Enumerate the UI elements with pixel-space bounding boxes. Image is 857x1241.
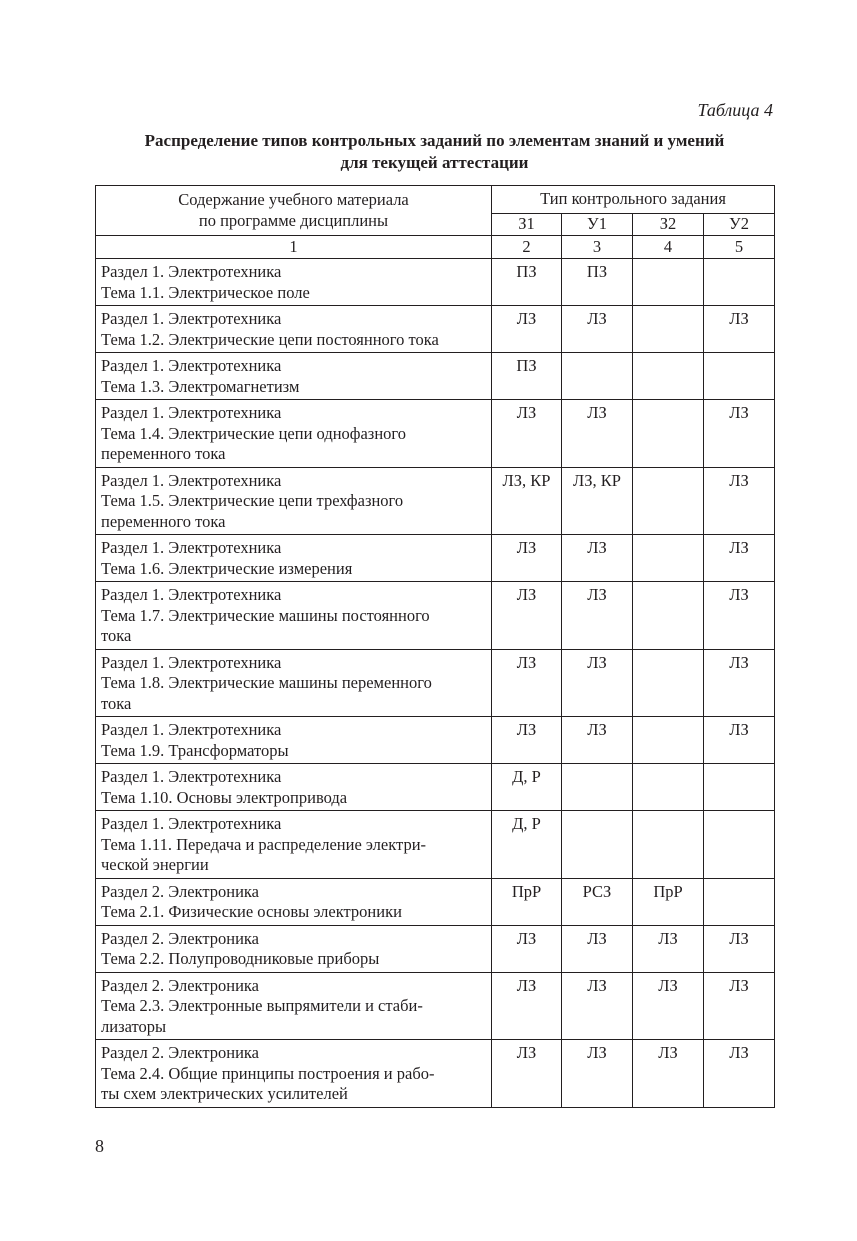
- row-value: ПЗ: [492, 353, 562, 400]
- row-content-line: Раздел 2. Электроника: [101, 928, 259, 948]
- row-content: [96, 467, 492, 535]
- table-row: [96, 467, 775, 535]
- row-value: [633, 306, 704, 353]
- row-content: [96, 972, 492, 1040]
- table-row: [96, 878, 775, 925]
- row-value: Д, Р: [492, 811, 562, 879]
- row-value: [704, 878, 775, 925]
- row-value: ЛЗ: [492, 582, 562, 650]
- row-value: ЛЗ: [704, 400, 775, 468]
- row-content: [96, 535, 492, 582]
- row-value: [633, 582, 704, 650]
- sub-header: З1: [492, 214, 562, 236]
- row-value: ЛЗ: [492, 535, 562, 582]
- table-row: [96, 717, 775, 764]
- header-content-line: по программе дисциплины: [198, 210, 389, 230]
- row-value: ЛЗ: [704, 582, 775, 650]
- row-value: ЛЗ: [704, 467, 775, 535]
- sub-header: У1: [562, 214, 633, 236]
- row-content-line: Раздел 2. Электроника: [101, 881, 259, 901]
- row-content-line: Раздел 1. Электротехника: [101, 652, 282, 672]
- row-value: [633, 811, 704, 879]
- row-value: [633, 649, 704, 717]
- row-value: ЛЗ: [562, 1040, 633, 1108]
- table-row: [96, 306, 775, 353]
- row-value: ЛЗ: [633, 925, 704, 972]
- row-content: [96, 582, 492, 650]
- column-number: 3: [562, 236, 633, 259]
- row-content-line: Раздел 1. Электротехника: [101, 720, 282, 739]
- row-value: [704, 764, 775, 811]
- row-value: ЛЗ: [562, 535, 633, 582]
- row-value: ЛЗ: [562, 582, 633, 650]
- table-row: [96, 811, 775, 879]
- row-content: [96, 400, 492, 468]
- row-content: [96, 1040, 492, 1108]
- row-value: РСЗ: [562, 878, 633, 925]
- column-number: 2: [492, 236, 562, 259]
- row-content-line: Раздел 1. Электротехника: [101, 470, 282, 490]
- row-value: ПЗ: [492, 259, 562, 306]
- row-value: ЛЗ: [492, 1040, 562, 1108]
- row-content-line: Раздел 1. Электротехника: [101, 356, 282, 375]
- row-value: ПрР: [492, 878, 562, 925]
- row-value: ЛЗ: [492, 306, 562, 353]
- row-value: [704, 811, 775, 879]
- sub-header: У2: [704, 214, 775, 236]
- row-content-line: Тема 1.5. Электрические цепи трехфазного: [101, 491, 404, 510]
- row-value: ЛЗ: [704, 925, 775, 972]
- row-value: [562, 353, 633, 400]
- row-content-line: Тема 2.3. Электронные выпрямители и стаби-: [101, 996, 423, 1015]
- row-content-line: ческой энергии: [101, 855, 209, 874]
- row-value: ЛЗ: [492, 972, 562, 1040]
- table-row: [96, 925, 775, 972]
- table-body: [96, 259, 775, 1108]
- row-content-line: Тема 1.11. Передача и распределение электри-: [101, 834, 427, 854]
- row-value: [704, 259, 775, 306]
- row-content: [96, 353, 492, 400]
- row-value: ЛЗ: [704, 717, 775, 764]
- row-content-line: Тема 1.3. Электромагнетизм: [101, 376, 300, 396]
- row-content-line: Тема 1.6. Электрические измерения: [101, 558, 353, 578]
- row-content-line: переменного тока: [101, 444, 226, 463]
- row-content-line: Раздел 2. Электроника: [101, 975, 259, 995]
- row-content-line: Тема 1.7. Электрические машины постоянного: [101, 605, 430, 625]
- row-value: ЛЗ: [492, 925, 562, 972]
- row-content-line: Раздел 1. Электротехника: [101, 309, 282, 328]
- row-content-line: Раздел 1. Электротехника: [101, 538, 282, 557]
- row-content: [96, 717, 492, 764]
- row-value: ЛЗ: [562, 649, 633, 717]
- row-value: ЛЗ: [704, 649, 775, 717]
- row-value: ЛЗ, КР: [562, 467, 633, 535]
- row-content-line: Тема 2.1. Физические основы электроники: [101, 902, 402, 921]
- row-value: [704, 353, 775, 400]
- row-value: ПЗ: [562, 259, 633, 306]
- title-line-1: Распределение типов контрольных заданий по элементам знаний и умений: [144, 131, 725, 150]
- row-value: [633, 764, 704, 811]
- sub-header: З2: [633, 214, 704, 236]
- row-value: ЛЗ: [562, 925, 633, 972]
- row-content-line: Тема 1.9. Трансформаторы: [101, 740, 289, 760]
- row-content: [96, 878, 492, 925]
- row-value: ЛЗ: [562, 306, 633, 353]
- row-content-line: Тема 1.2. Электрические цепи постоянного тока: [101, 329, 439, 349]
- table-row: [96, 972, 775, 1040]
- table-title: [95, 130, 774, 174]
- row-value: ЛЗ: [562, 972, 633, 1040]
- row-value: Д, Р: [492, 764, 562, 811]
- row-value: [562, 811, 633, 879]
- row-content-line: Раздел 1. Электротехника: [101, 814, 282, 833]
- table-row: [96, 1040, 775, 1108]
- row-value: [633, 467, 704, 535]
- row-content-line: Тема 1.1. Электрическое поле: [101, 282, 310, 302]
- row-content-line: Тема 1.10. Основы электропривода: [101, 787, 348, 807]
- row-value: ЛЗ: [633, 972, 704, 1040]
- row-content-line: тока: [101, 693, 132, 713]
- row-content-line: Раздел 1. Электротехника: [101, 403, 282, 422]
- table-row: [96, 353, 775, 400]
- table-row: [96, 400, 775, 468]
- row-value: ЛЗ: [704, 535, 775, 582]
- row-content: [96, 259, 492, 306]
- row-content-line: Тема 1.8. Электрические машины переменного: [101, 673, 432, 692]
- row-value: ЛЗ: [562, 717, 633, 764]
- row-content: [96, 764, 492, 811]
- row-content-line: Раздел 1. Электротехника: [101, 262, 282, 281]
- row-value: ЛЗ, КР: [492, 467, 562, 535]
- row-content-line: Раздел 1. Электротехника: [101, 767, 282, 786]
- table-row: [96, 582, 775, 650]
- row-content-line: переменного тока: [101, 511, 226, 531]
- title-line-2: для текущей аттестации: [340, 153, 529, 172]
- row-value: [633, 400, 704, 468]
- header-content-line: Содержание учебного материала: [178, 190, 409, 209]
- row-content-line: ты схем электрических усилителей: [101, 1084, 348, 1103]
- table-row: [96, 649, 775, 717]
- row-value: [633, 535, 704, 582]
- row-content-line: Тема 2.4. Общие принципы построения и рабо-: [101, 1063, 435, 1083]
- table-caption: Таблица 4: [697, 100, 773, 120]
- column-number: 1: [96, 236, 492, 259]
- row-value: [633, 717, 704, 764]
- row-value: [633, 353, 704, 400]
- table-row: [96, 259, 775, 306]
- row-content-line: Тема 2.2. Полупроводниковые приборы: [101, 949, 380, 968]
- column-number: 5: [704, 236, 775, 259]
- row-content: [96, 306, 492, 353]
- row-content: [96, 649, 492, 717]
- assessment-table: [95, 185, 775, 1108]
- row-value: ЛЗ: [562, 400, 633, 468]
- header-content: [96, 186, 492, 236]
- row-value: ПрР: [633, 878, 704, 925]
- row-value: ЛЗ: [704, 972, 775, 1040]
- page-number: 8: [95, 1136, 104, 1156]
- row-content: [96, 925, 492, 972]
- row-content-line: Раздел 1. Электротехника: [101, 585, 282, 604]
- header-group: Тип контрольного задания: [492, 186, 775, 214]
- row-content-line: тока: [101, 626, 132, 645]
- row-value: ЛЗ: [704, 306, 775, 353]
- row-value: [633, 259, 704, 306]
- column-number: 4: [633, 236, 704, 259]
- row-content-line: лизаторы: [101, 1016, 167, 1036]
- row-content: [96, 811, 492, 879]
- row-value: ЛЗ: [492, 649, 562, 717]
- row-value: ЛЗ: [704, 1040, 775, 1108]
- table-row: [96, 764, 775, 811]
- row-value: ЛЗ: [492, 717, 562, 764]
- row-value: ЛЗ: [492, 400, 562, 468]
- row-value: [562, 764, 633, 811]
- row-value: ЛЗ: [633, 1040, 704, 1108]
- table-row: [96, 535, 775, 582]
- row-content-line: Тема 1.4. Электрические цепи однофазного: [101, 423, 407, 443]
- row-content-line: Раздел 2. Электроника: [101, 1043, 259, 1062]
